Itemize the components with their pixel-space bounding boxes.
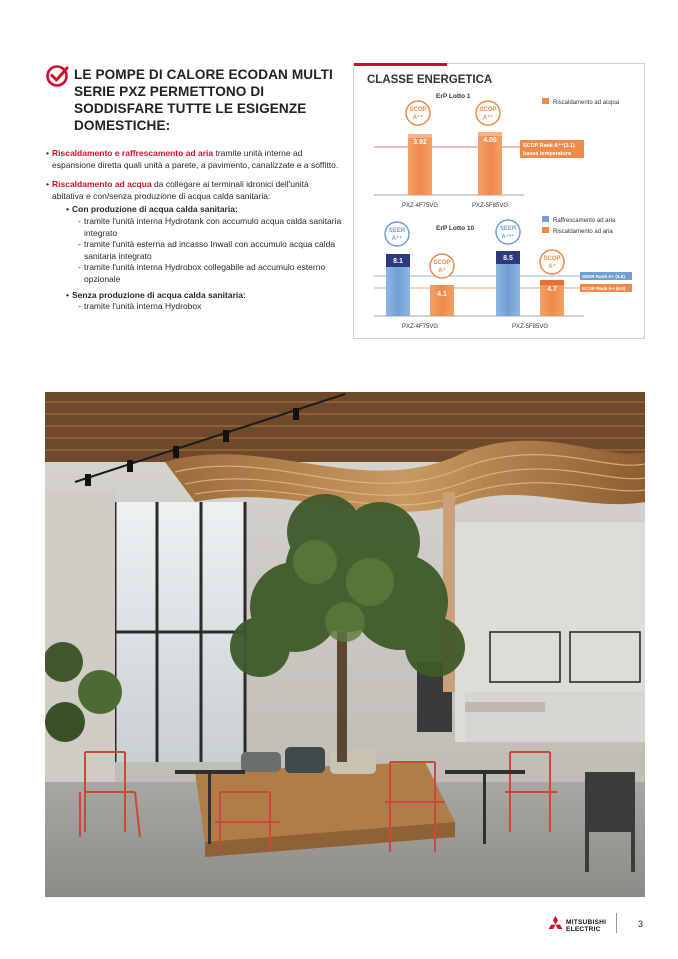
svg-text:SCOP: SCOP bbox=[409, 107, 427, 113]
value-5f85-lotto1: 4.00 bbox=[483, 137, 497, 144]
bar-top bbox=[478, 132, 502, 136]
page-number: 3 bbox=[638, 919, 644, 929]
footer-divider bbox=[616, 913, 617, 933]
scop-badge bbox=[540, 250, 564, 274]
svg-text:A⁺⁺: A⁺⁺ bbox=[391, 236, 403, 242]
bar-top bbox=[408, 134, 432, 138]
interior-illustration bbox=[45, 392, 645, 897]
svg-text:A⁺⁺: A⁺⁺ bbox=[482, 115, 494, 121]
energy-class-panel bbox=[353, 63, 645, 339]
bar-cap bbox=[540, 280, 564, 285]
legend-swatch-orange bbox=[542, 227, 549, 233]
svg-text:bassa temperatura: bassa temperatura bbox=[523, 151, 571, 157]
svg-text:A⁺⁺⁺: A⁺⁺⁺ bbox=[501, 234, 515, 240]
page-title: LE POMPE DI CALORE ECODAN MULTI SERIE PXZ PERMETTONO DI SODDISFARE TUTTE LE ESIGENZE DOMESTICHE: bbox=[74, 67, 333, 133]
mitsubishi-logo: MITSUBISHI ELECTRIC bbox=[547, 916, 637, 938]
feature-list bbox=[46, 148, 342, 321]
svg-text:A⁺: A⁺ bbox=[548, 264, 556, 270]
model-label: PXZ-4F75VG bbox=[401, 324, 439, 330]
three-diamonds-icon bbox=[547, 916, 564, 933]
svg-text:SCOP: SCOP bbox=[543, 256, 561, 262]
legend-heating-air: Riscaldamento ad aria bbox=[553, 229, 613, 235]
value-5f85-seer: 8.5 bbox=[503, 255, 513, 262]
list-item: - tramite l'unità esterna ad incasso Inwall con accumulo acqua calda sanitaria integrato bbox=[66, 239, 342, 262]
value-4f75-seer: 8.1 bbox=[393, 258, 403, 265]
svg-text:SCOP: SCOP bbox=[433, 260, 451, 266]
list-item: - tramite l'unità interna Hydrobox bbox=[66, 301, 342, 313]
model-label: PXZ-4F75VG bbox=[401, 203, 439, 209]
model-label: PXZ-5F85VG bbox=[471, 203, 509, 209]
value-4f75-lotto1: 3.92 bbox=[413, 139, 427, 146]
sub-with-dhw: • Con produzione di acqua calda sanitaria: - tramite l'unità interna Hydrotank con accumulo acqua calda sanitaria integrato - tramite l'unità esterna ad incasso Inwall con accumulo acqua calda sanitaria integrato - tramite l'unità interna Hydrobox collegabile ad accumulo esterno opzionale • Senza produzione di acqua calda sanitaria: - tramite l'unità interna Hydrobox bbox=[52, 204, 342, 312]
scop-badge bbox=[430, 254, 454, 278]
svg-text:A⁺: A⁺ bbox=[438, 268, 446, 274]
model-label: PXZ-5F85VG bbox=[511, 324, 549, 330]
svg-text:A⁺⁺: A⁺⁺ bbox=[412, 115, 424, 121]
energy-title: CLASSE ENERGETICA bbox=[367, 74, 493, 86]
svg-text:SEER: SEER bbox=[499, 226, 517, 232]
bar-4f75-scop bbox=[430, 285, 454, 316]
lotto1-label: ErP Lotto 1 bbox=[436, 93, 471, 100]
interior-photo bbox=[45, 392, 645, 897]
svg-text:SCOP: SCOP bbox=[479, 107, 497, 113]
feature-water: • Riscaldamento ad acqua da collegare ai terminali idronici dell'unità abitativa e con/senza produzione di acqua calda sanitaria: • Con produzione di acqua calda sanitaria: - tramite l'unità interna Hydrotank con accumulo acqua calda sanitaria integrato - tramite l'unità esterna ad incasso Inwall con accumulo acqua calda sanitaria integrato - tramite l'unità interna Hydrobox collegabile ad accumulo esterno opzionale • Senza produzione di acqua calda sanitaria: - tramite l'unità interna Hydrobox bbox=[46, 179, 342, 313]
svg-text:SCOP Rank A⁺⁺(3.1): SCOP Rank A⁺⁺(3.1) bbox=[523, 143, 575, 149]
lotto10-label: ErP Lotto 10 bbox=[436, 225, 475, 232]
feature-air: • Riscaldamento e raffrescamento ad aria tramite unità interne ad espansione diretta quali unità a parete, a pavimento, canalizzate e a soffitto. bbox=[46, 148, 342, 171]
legend-heating-water: Riscaldamento ad acqua bbox=[553, 100, 620, 106]
scop-badge bbox=[476, 101, 500, 125]
svg-text:SCOP Rank A+ (6.0): SCOP Rank A+ (6.0) bbox=[582, 286, 626, 291]
list-item: - tramite l'unità interna Hydrotank con accumulo acqua calda sanitaria integrato bbox=[66, 216, 342, 239]
value-5f85-scop: 4.7 bbox=[547, 286, 557, 293]
legend-swatch-blue bbox=[542, 216, 549, 222]
energy-chart bbox=[354, 64, 646, 340]
legend-swatch-orange bbox=[542, 98, 549, 104]
svg-text:SEER: SEER bbox=[388, 228, 406, 234]
check-circle-icon bbox=[46, 64, 70, 88]
legend-cooling-air: Raffrescamento ad aria bbox=[553, 218, 616, 224]
seer-badge bbox=[496, 220, 520, 244]
list-item: - tramite l'unità interna Hydrobox collegabile ad accumulo esterno opzionale bbox=[66, 262, 342, 285]
seer-badge bbox=[385, 222, 409, 246]
svg-text:SEER Rank A+ (3.6): SEER Rank A+ (3.6) bbox=[582, 274, 625, 279]
scop-badge bbox=[406, 101, 430, 125]
value-4f75-scop: 4.1 bbox=[437, 291, 447, 298]
